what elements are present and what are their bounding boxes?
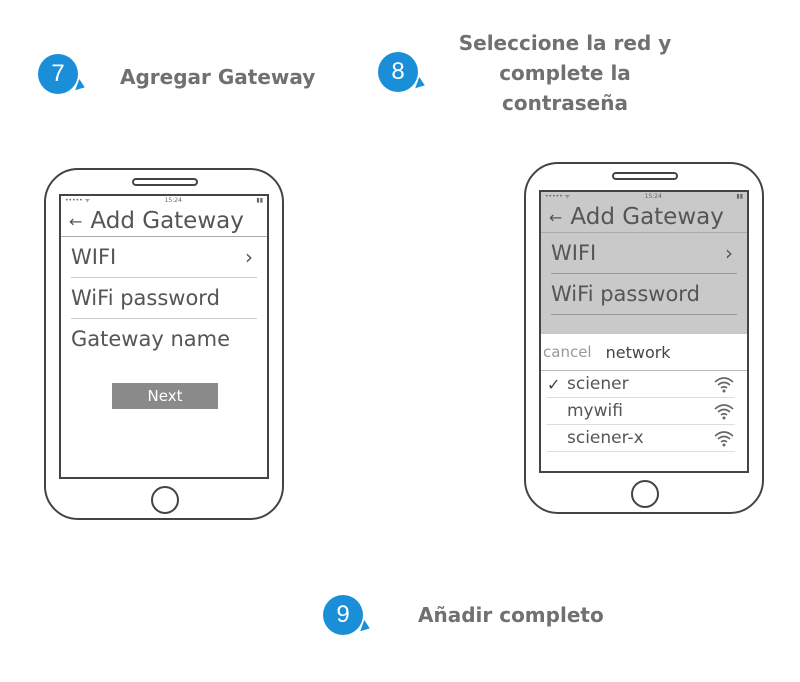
wifi-signal-icon (713, 375, 735, 393)
wifi-password-label: WiFi password (71, 286, 220, 310)
wifi-row-label: WIFI (71, 245, 117, 269)
wifi-password-field[interactable] (71, 278, 257, 319)
phone-left-home-button[interactable] (151, 486, 179, 514)
step-8-number: 8 (391, 58, 405, 85)
network-picker-title: network (605, 342, 671, 362)
network-item-mywifi[interactable] (547, 398, 735, 425)
phone-right (524, 162, 764, 514)
app-header (541, 202, 747, 233)
step-8-title (450, 28, 680, 118)
chevron-right-icon: › (725, 241, 733, 265)
step-7-number: 7 (51, 60, 65, 87)
step-9-badge (323, 595, 363, 635)
back-arrow-icon[interactable]: ← (549, 207, 563, 227)
wifi-signal-icon (713, 429, 735, 447)
cancel-button[interactable]: cancel (543, 343, 592, 361)
phone-right-speaker (612, 172, 678, 180)
network-name: mywifi (567, 401, 623, 421)
back-arrow-icon[interactable]: ← (69, 211, 83, 231)
step-7-title: Agregar Gateway (120, 65, 316, 89)
network-name: sciener (567, 374, 629, 394)
gateway-name-label: Gateway name (71, 327, 230, 351)
step-9-number: 9 (336, 601, 350, 628)
app-title: Add Gateway (90, 208, 244, 234)
phone-right-home-button[interactable] (631, 480, 659, 508)
status-bar: ••••• ᯤ 15:24 ▮▮ (545, 193, 743, 200)
status-bar: ••••• ᯤ 15:24 ▮▮ (65, 197, 263, 204)
wifi-password-label: WiFi password (551, 282, 700, 306)
wifi-password-field[interactable] (551, 274, 737, 315)
network-item-sciener-x[interactable] (547, 425, 735, 452)
step-8-title-line-2: complete la (499, 61, 631, 85)
step-7-badge (38, 54, 78, 94)
next-button[interactable]: Next (112, 383, 218, 409)
phone-right-screen (539, 190, 749, 473)
app-title: Add Gateway (570, 204, 724, 230)
wifi-signal-icon (713, 402, 735, 420)
gateway-name-field[interactable] (71, 319, 257, 359)
phone-left-speaker (132, 178, 198, 186)
network-item-sciener[interactable] (547, 371, 735, 398)
phone-left (44, 168, 284, 520)
wifi-row[interactable] (551, 233, 737, 274)
checkmark-icon: ✓ (547, 374, 561, 394)
app-header (61, 206, 267, 237)
wifi-row-label: WIFI (551, 241, 597, 265)
phone-left-screen (59, 194, 269, 479)
chevron-right-icon: › (245, 245, 253, 269)
step-8-title-line-3: contraseña (502, 91, 628, 115)
wifi-row[interactable] (71, 237, 257, 278)
step-9-title: Añadir completo (418, 603, 604, 627)
network-picker-sheet (541, 334, 747, 471)
network-picker-header (541, 334, 747, 371)
step-8-badge (378, 52, 418, 92)
network-name: sciener-x (567, 428, 644, 448)
step-8-title-line-1: Seleccione la red y (458, 31, 672, 55)
